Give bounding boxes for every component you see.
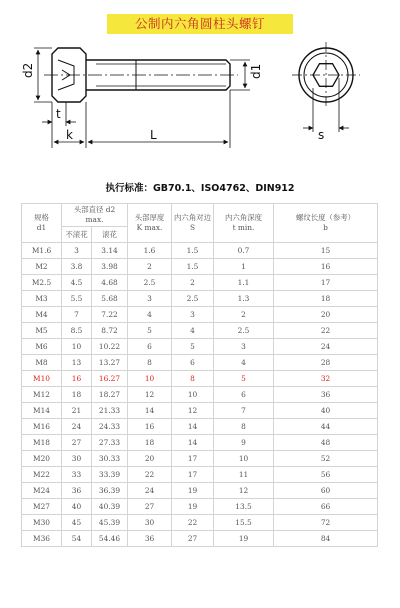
table-row: [22, 387, 378, 403]
table-row: [22, 419, 378, 435]
cell-hex-depth: 4: [214, 355, 274, 371]
cell-head-dia-plain: 27: [62, 435, 92, 451]
cell-head-thickness: 1.6: [128, 243, 172, 259]
cell-hex-depth: 5: [214, 371, 274, 387]
cell-hex-depth: 10: [214, 451, 274, 467]
cell-head-dia-knurled: 16.27: [92, 371, 128, 387]
cell-spec: M1.6: [22, 243, 62, 259]
cell-hex-width: 1.5: [172, 259, 214, 275]
cell-hex-width: 10: [172, 387, 214, 403]
cell-hex-width: 22: [172, 515, 214, 531]
cell-spec: M4: [22, 307, 62, 323]
cell-thread-length: 66: [274, 499, 378, 515]
cell-thread-length: 84: [274, 531, 378, 547]
cell-head-dia-knurled: 3.98: [92, 259, 128, 275]
table-row: [22, 435, 378, 451]
screw-technical-drawing: [0, 36, 400, 166]
cell-head-thickness: 8: [128, 355, 172, 371]
cell-head-dia-knurled: 4.68: [92, 275, 128, 291]
cell-thread-length: 32: [274, 371, 378, 387]
cell-hex-depth: 1.3: [214, 291, 274, 307]
cell-hex-depth: 7: [214, 403, 274, 419]
cell-head-dia-knurled: 36.39: [92, 483, 128, 499]
cell-head-thickness: 27: [128, 499, 172, 515]
cell-hex-depth: 3: [214, 339, 274, 355]
cell-hex-depth: 0.7: [214, 243, 274, 259]
header-hex-depth: 内六角深度 t min.: [214, 204, 274, 243]
cell-head-thickness: 20: [128, 451, 172, 467]
cell-spec: M22: [22, 467, 62, 483]
cell-head-thickness: 6: [128, 339, 172, 355]
table-row: [22, 371, 378, 387]
cell-head-dia-plain: 3: [62, 243, 92, 259]
table-row: [22, 291, 378, 307]
cell-head-dia-knurled: 27.33: [92, 435, 128, 451]
cell-head-dia-knurled: 30.33: [92, 451, 128, 467]
cell-thread-length: 40: [274, 403, 378, 419]
table-row: [22, 275, 378, 291]
cell-spec: M27: [22, 499, 62, 515]
header-hex-width: 内六角对边 S: [172, 204, 214, 243]
cell-spec: M6: [22, 339, 62, 355]
dim-label-d1: d1: [249, 63, 263, 79]
cell-hex-width: 19: [172, 483, 214, 499]
cell-head-dia-knurled: 7.22: [92, 307, 128, 323]
cell-head-thickness: 18: [128, 435, 172, 451]
cell-hex-width: 6: [172, 355, 214, 371]
cell-head-dia-knurled: 5.68: [92, 291, 128, 307]
cell-head-dia-plain: 30: [62, 451, 92, 467]
table-row: [22, 259, 378, 275]
cell-head-thickness: 16: [128, 419, 172, 435]
cell-spec: M12: [22, 387, 62, 403]
cell-spec: M24: [22, 483, 62, 499]
table-row: [22, 403, 378, 419]
cell-hex-width: 3: [172, 307, 214, 323]
standard-reference: 执行标准：GB70.1、ISO4762、DIN912: [105, 183, 295, 194]
cell-hex-width: 4: [172, 323, 214, 339]
table-row: [22, 483, 378, 499]
header-thread-length: 螺纹长度（参考） b: [274, 204, 378, 243]
cell-spec: M2: [22, 259, 62, 275]
cell-hex-width: 27: [172, 531, 214, 547]
dim-label-k: k: [66, 128, 73, 142]
cell-head-dia-knurled: 13.27: [92, 355, 128, 371]
cell-thread-length: 15: [274, 243, 378, 259]
cell-spec: M14: [22, 403, 62, 419]
cell-thread-length: 52: [274, 451, 378, 467]
cell-head-dia-knurled: 54.46: [92, 531, 128, 547]
cell-head-dia-plain: 24: [62, 419, 92, 435]
cell-hex-width: 17: [172, 467, 214, 483]
dim-label-s: s: [318, 128, 325, 142]
cell-hex-width: 1.5: [172, 243, 214, 259]
dim-label-t: t: [56, 107, 61, 121]
cell-spec: M2.5: [22, 275, 62, 291]
cell-thread-length: 28: [274, 355, 378, 371]
cell-spec: M20: [22, 451, 62, 467]
table-row: [22, 451, 378, 467]
cell-head-dia-plain: 7: [62, 307, 92, 323]
spec-table: [21, 203, 378, 547]
header-spec: 规格 d1: [22, 204, 62, 243]
cell-head-dia-plain: 36: [62, 483, 92, 499]
cell-hex-depth: 1: [214, 259, 274, 275]
cell-head-dia-plain: 10: [62, 339, 92, 355]
cell-head-dia-plain: 5.5: [62, 291, 92, 307]
cell-head-dia-plain: 4.5: [62, 275, 92, 291]
end-view: [292, 42, 360, 132]
table-row: [22, 243, 378, 259]
cell-thread-length: 22: [274, 323, 378, 339]
cell-head-thickness: 2.5: [128, 275, 172, 291]
cell-head-dia-plain: 8.5: [62, 323, 92, 339]
cell-head-dia-plain: 3.8: [62, 259, 92, 275]
cell-thread-length: 20: [274, 307, 378, 323]
table-row: [22, 307, 378, 323]
cell-head-dia-plain: 13: [62, 355, 92, 371]
cell-hex-depth: 19: [214, 531, 274, 547]
cell-head-dia-knurled: 45.39: [92, 515, 128, 531]
cell-hex-width: 2.5: [172, 291, 214, 307]
cell-spec: M30: [22, 515, 62, 531]
cell-hex-width: 17: [172, 451, 214, 467]
table-row: [22, 531, 378, 547]
header-head-thickness: 头部厚度 K max.: [128, 204, 172, 243]
table-row: [22, 323, 378, 339]
cell-thread-length: 17: [274, 275, 378, 291]
cell-spec: M36: [22, 531, 62, 547]
cell-spec: M5: [22, 323, 62, 339]
cell-hex-depth: 6: [214, 387, 274, 403]
cell-thread-length: 48: [274, 435, 378, 451]
cell-hex-depth: 1.1: [214, 275, 274, 291]
cell-thread-length: 56: [274, 467, 378, 483]
cell-head-dia-plain: 33: [62, 467, 92, 483]
cell-thread-length: 72: [274, 515, 378, 531]
cell-head-dia-plain: 45: [62, 515, 92, 531]
cell-hex-depth: 2: [214, 307, 274, 323]
cell-head-thickness: 36: [128, 531, 172, 547]
cell-spec: M18: [22, 435, 62, 451]
table-row: [22, 515, 378, 531]
table-row: [22, 339, 378, 355]
cell-head-thickness: 12: [128, 387, 172, 403]
cell-hex-width: 12: [172, 403, 214, 419]
cell-head-thickness: 2: [128, 259, 172, 275]
cell-head-thickness: 30: [128, 515, 172, 531]
cell-head-dia-plain: 21: [62, 403, 92, 419]
cell-head-dia-knurled: 24.33: [92, 419, 128, 435]
cell-spec: M10: [22, 371, 62, 387]
cell-hex-width: 14: [172, 419, 214, 435]
cell-thread-length: 60: [274, 483, 378, 499]
cell-thread-length: 24: [274, 339, 378, 355]
table-row: [22, 355, 378, 371]
cell-hex-depth: 8: [214, 419, 274, 435]
cell-hex-width: 19: [172, 499, 214, 515]
cell-hex-depth: 12: [214, 483, 274, 499]
cell-head-thickness: 4: [128, 307, 172, 323]
cell-head-thickness: 10: [128, 371, 172, 387]
cell-head-dia-plain: 18: [62, 387, 92, 403]
cell-head-thickness: 3: [128, 291, 172, 307]
cell-hex-depth: 2.5: [214, 323, 274, 339]
cell-head-thickness: 14: [128, 403, 172, 419]
cell-head-dia-knurled: 33.39: [92, 467, 128, 483]
cell-thread-length: 44: [274, 419, 378, 435]
cell-head-dia-plain: 16: [62, 371, 92, 387]
cell-head-thickness: 5: [128, 323, 172, 339]
cell-hex-width: 14: [172, 435, 214, 451]
cell-hex-depth: 13.5: [214, 499, 274, 515]
header-head-diameter-knurled: 滚花: [92, 227, 128, 243]
cell-head-dia-knurled: 21.33: [92, 403, 128, 419]
table-row: [22, 467, 378, 483]
cell-hex-depth: 11: [214, 467, 274, 483]
cell-head-dia-knurled: 3.14: [92, 243, 128, 259]
header-head-diameter: 头部直径 d2 max.: [62, 204, 128, 227]
cell-head-dia-knurled: 8.72: [92, 323, 128, 339]
cell-spec: M16: [22, 419, 62, 435]
cell-head-dia-knurled: 18.27: [92, 387, 128, 403]
cell-head-dia-plain: 40: [62, 499, 92, 515]
cell-spec: M3: [22, 291, 62, 307]
cell-hex-depth: 9: [214, 435, 274, 451]
cell-head-thickness: 24: [128, 483, 172, 499]
cell-thread-length: 16: [274, 259, 378, 275]
cell-head-dia-knurled: 40.39: [92, 499, 128, 515]
cell-head-dia-plain: 54: [62, 531, 92, 547]
cell-hex-width: 5: [172, 339, 214, 355]
table-row: [22, 499, 378, 515]
dim-label-L: L: [150, 128, 157, 142]
page-title: 公制内六角圆柱头螺钉: [107, 14, 293, 34]
header-head-diameter-plain: 不滚花: [62, 227, 92, 243]
cell-thread-length: 36: [274, 387, 378, 403]
dim-label-d2: d2: [21, 62, 35, 78]
cell-head-dia-knurled: 10.22: [92, 339, 128, 355]
cell-thread-length: 18: [274, 291, 378, 307]
cell-spec: M8: [22, 355, 62, 371]
cell-hex-width: 8: [172, 371, 214, 387]
cell-hex-width: 2: [172, 275, 214, 291]
cell-head-thickness: 22: [128, 467, 172, 483]
cell-hex-depth: 15.5: [214, 515, 274, 531]
